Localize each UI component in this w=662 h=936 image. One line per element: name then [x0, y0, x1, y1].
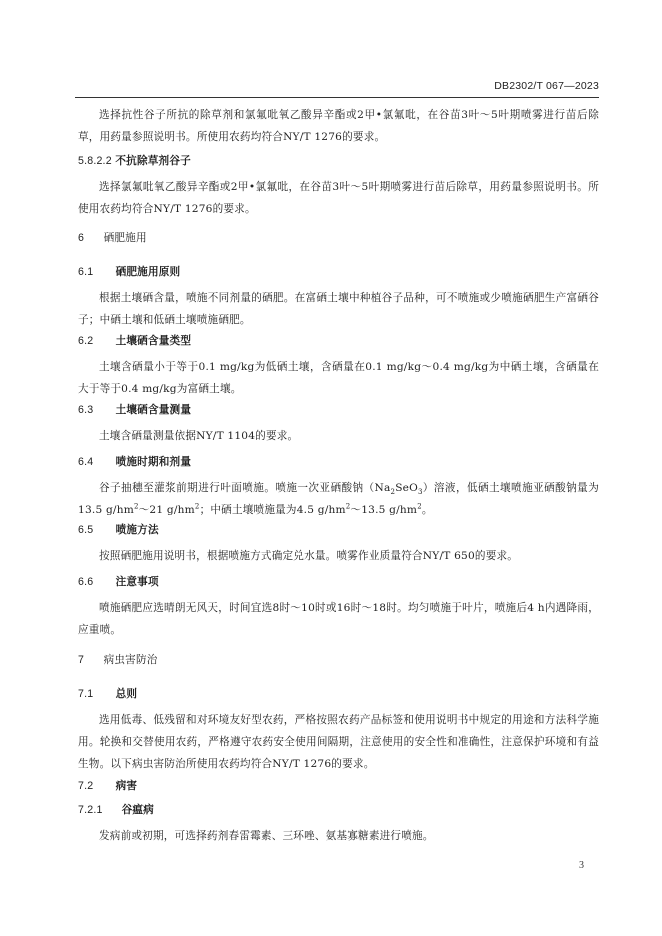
- heading-number: 6.5: [78, 524, 94, 536]
- heading-title: 谷瘟病: [121, 804, 154, 816]
- paragraph-63: 土壤含硒量测量依据NY/T 1104的要求。: [99, 430, 299, 442]
- heading-number: 7.2: [78, 780, 94, 792]
- paragraph-5822: 选择氯氟吡氧乙酸异辛酯或2甲•氯氟吡，在谷苗3叶～5叶期喷雾进行苗后除草，用药量参照说明书。所使用农药均符合NY/T 1276的要求。: [78, 181, 599, 215]
- heading-number: 6: [78, 232, 85, 244]
- subscript: 3: [418, 488, 423, 497]
- heading-title: 土壤硒含量测量: [115, 404, 192, 416]
- heading-number: 7: [78, 654, 85, 666]
- text-run: ～21 g/hm: [138, 504, 195, 516]
- heading-title: 注意事项: [115, 576, 159, 588]
- paragraph-64: [78, 477, 599, 521]
- heading-66: [78, 573, 159, 591]
- heading-65: [78, 521, 159, 539]
- text-run: ～13.5 g/hm: [350, 504, 418, 516]
- heading-7: [78, 651, 158, 669]
- text-run: SeO: [395, 482, 418, 494]
- paragraph-66: 喷施硒肥应选晴朗无风天，时间宜选8时～10时或16时～18时。均匀喷施于叶片，喷施后4 h内遇降雨，应重喷。: [78, 602, 599, 636]
- subscript: 2: [390, 488, 396, 497]
- heading-number: 6.4: [78, 456, 94, 468]
- heading-title: 硒肥施用: [103, 232, 147, 244]
- heading-number: 5.8.2.2: [78, 155, 112, 167]
- heading-title: 喷施方法: [115, 524, 159, 536]
- heading-number: 6.3: [78, 404, 94, 416]
- paragraph-62: 土壤含硒量小于等于0.1 mg/kg为低硒土壤，含硒量在0.1 mg/kg～0.4 mg/kg为中硒土壤，含硒量在大于等于0.4 mg/kg为富硒土壤。: [78, 361, 599, 395]
- heading-63: [78, 401, 191, 419]
- heading-64: [78, 453, 191, 471]
- heading-title: 硒肥施用原则: [115, 266, 181, 278]
- heading-number: 6.6: [78, 576, 94, 588]
- heading-number: 7.1: [78, 688, 94, 700]
- superscript: 2: [417, 502, 422, 511]
- heading-number: 6.1: [78, 266, 94, 278]
- superscript: 2: [345, 502, 351, 511]
- heading-title: 不抗除草剂谷子: [115, 155, 191, 167]
- paragraph-721: 发病前或初期，可选择药剂春雷霉素、三环唑、氨基寡糖素进行喷施。: [99, 830, 434, 842]
- heading-6: [78, 229, 147, 247]
- heading-61: [78, 263, 180, 281]
- heading-5822: [78, 152, 191, 170]
- heading-title: 病害: [115, 780, 138, 792]
- superscript: 2: [194, 502, 200, 511]
- header-rule: [75, 97, 599, 98]
- heading-72: [78, 777, 137, 795]
- heading-title: 病虫害防治: [103, 654, 158, 666]
- paragraph-61: 根据土壤硒含量，喷施不同剂量的硒肥。在富硒土壤中种植谷子品种，可不喷施或少喷施硒肥生产富硒谷子；中硒土壤和低硒土壤喷施硒肥。: [78, 292, 599, 326]
- page-number: 3: [579, 860, 584, 871]
- heading-number: 6.2: [78, 335, 94, 347]
- text-run: ；中硒土壤喷施量为4.5 g/hm: [199, 504, 346, 516]
- heading-title: 喷施时期和剂量: [115, 456, 192, 468]
- superscript: 2: [133, 502, 139, 511]
- document-number: DB2302/T 067—2023: [494, 80, 599, 92]
- paragraph-71: 选用低毒、低残留和对环境友好型农药，严格按照农药产品标签和使用说明书中规定的用途和方法科学施用。轮换和交替使用农药，严格遵守农药安全使用间隔期，注意使用的安全性和准确性，注意保护环境和有益生物。以下病虫害防治所使用农药均符合NY/T 1276的要求。: [78, 714, 599, 770]
- paragraph-65: 按照硒肥施用说明书，根据喷施方式确定兑水量。喷雾作业质量符合NY/T 650的要求。: [99, 550, 519, 562]
- heading-number: 7.2.1: [78, 804, 103, 816]
- heading-title: 土壤硒含量类型: [115, 335, 192, 347]
- heading-71: [78, 685, 137, 703]
- heading-title: 总则: [115, 688, 138, 700]
- paragraph-5821: 选择抗性谷子所抗的除草剂和氯氟吡氧乙酸异辛酯或2甲•氯氟吡，在谷苗3叶～5叶期喷雾进行苗后除草，用药量参照说明书。所使用农药均符合NY/T 1276的要求。: [78, 109, 599, 143]
- text-run: ）溶液，低硒土壤喷施亚硒酸钠量为13.5 g/hm: [78, 482, 600, 516]
- heading-62: [78, 332, 191, 350]
- text-run: 谷子抽穗至灌浆前期进行叶面喷施。喷施一次亚硒酸钠（Na: [99, 482, 391, 494]
- heading-721: [78, 801, 154, 819]
- text-run: 。: [421, 504, 433, 516]
